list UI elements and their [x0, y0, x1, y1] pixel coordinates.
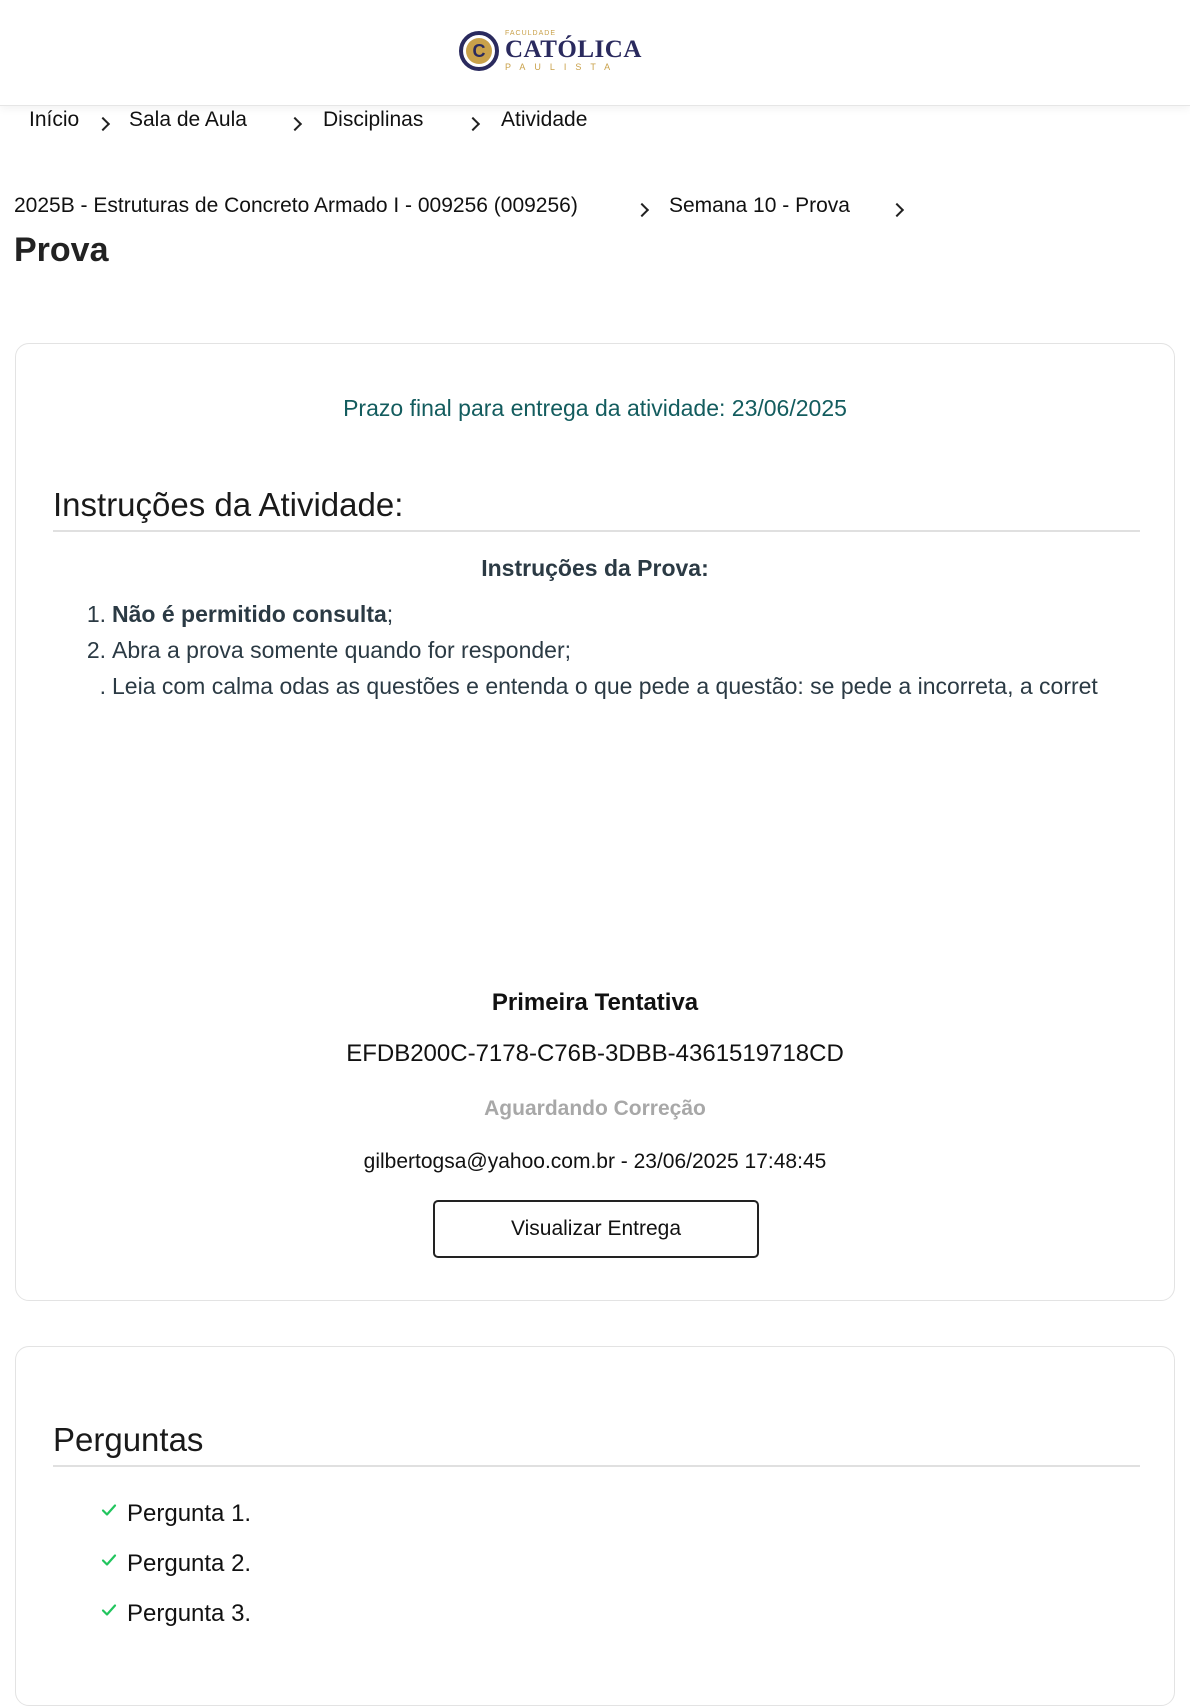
- check-icon: [101, 1602, 117, 1618]
- list-item: [76, 632, 1136, 668]
- logo-sub-text: PAULISTA: [505, 62, 620, 72]
- attempt-status: Aguardando Correção: [484, 1097, 706, 1120]
- questions-card: [15, 1346, 1175, 1706]
- logo-small-text: FACULDADE: [505, 30, 557, 37]
- page-title: Prova: [14, 231, 109, 269]
- logo-text: [505, 30, 642, 72]
- instructions-heading: Instruções da Prova:: [481, 555, 709, 581]
- list-item-number: 2.: [86, 637, 106, 663]
- breadcrumb-atividade[interactable]: Atividade: [501, 108, 588, 131]
- question-item[interactable]: [101, 1539, 251, 1589]
- question-label: Pergunta 2.: [127, 1550, 252, 1577]
- check-icon: [101, 1502, 117, 1518]
- breadcrumb-course[interactable]: 2025B - Estruturas de Concreto Armado I - 009256 (009256): [14, 194, 578, 217]
- list-item-bold: Não é permitido consulta: [112, 601, 387, 627]
- chevron-right-icon: [635, 194, 651, 224]
- breadcrumb-inicio[interactable]: Início: [29, 108, 80, 131]
- list-item-rest: ;: [386, 601, 394, 627]
- list-item-text: Abra a prova somente quando for responder;: [112, 637, 572, 663]
- breadcrumb-disciplinas[interactable]: Disciplinas: [323, 108, 424, 131]
- view-submission-button[interactable]: Visualizar Entrega: [433, 1200, 759, 1258]
- logo-main-text: CATÓLICA: [505, 36, 642, 63]
- questions-list: [101, 1489, 251, 1639]
- breadcrumb-week[interactable]: Semana 10 - Prova: [669, 194, 850, 217]
- chevron-right-icon: [890, 194, 906, 224]
- attempt-meta: gilbertogsa@yahoo.com.br - 23/06/2025 17:48:45: [363, 1150, 827, 1173]
- question-item[interactable]: [101, 1489, 251, 1539]
- chevron-right-icon: [466, 108, 482, 138]
- instructions-list: [76, 596, 1136, 704]
- attempt-code: EFDB200C-7178-C76B-3DBB-4361519718CD: [346, 1040, 844, 1067]
- list-item-number: .: [99, 673, 106, 699]
- list-item-text: Leia com calma odas as questões e entenda o que pede a questão: se pede a incorreta, a corret: [112, 673, 1098, 699]
- chevron-right-icon: [96, 108, 112, 138]
- question-label: Pergunta 3.: [127, 1600, 252, 1627]
- activity-card: [15, 343, 1175, 1301]
- list-item: [76, 668, 1136, 704]
- breadcrumb-sala-de-aula[interactable]: Sala de Aula: [129, 108, 247, 131]
- chevron-right-icon: [288, 108, 304, 138]
- top-header: [0, 0, 1190, 106]
- check-icon: [101, 1552, 117, 1568]
- question-item[interactable]: [101, 1589, 251, 1639]
- instructions-section-title: Instruções da Atividade:: [53, 486, 1140, 532]
- list-item-number: 1.: [86, 601, 106, 627]
- deadline-text: Prazo final para entrega da atividade: 23/06/2025: [343, 395, 847, 421]
- list-item-text: [112, 596, 393, 632]
- catolica-logo[interactable]: [459, 30, 642, 72]
- attempt-title: Primeira Tentativa: [491, 989, 699, 1016]
- list-item: [76, 596, 1136, 632]
- logo-badge-icon: C: [459, 31, 499, 71]
- questions-section-title: Perguntas: [53, 1421, 1140, 1467]
- question-label: Pergunta 1.: [127, 1500, 252, 1527]
